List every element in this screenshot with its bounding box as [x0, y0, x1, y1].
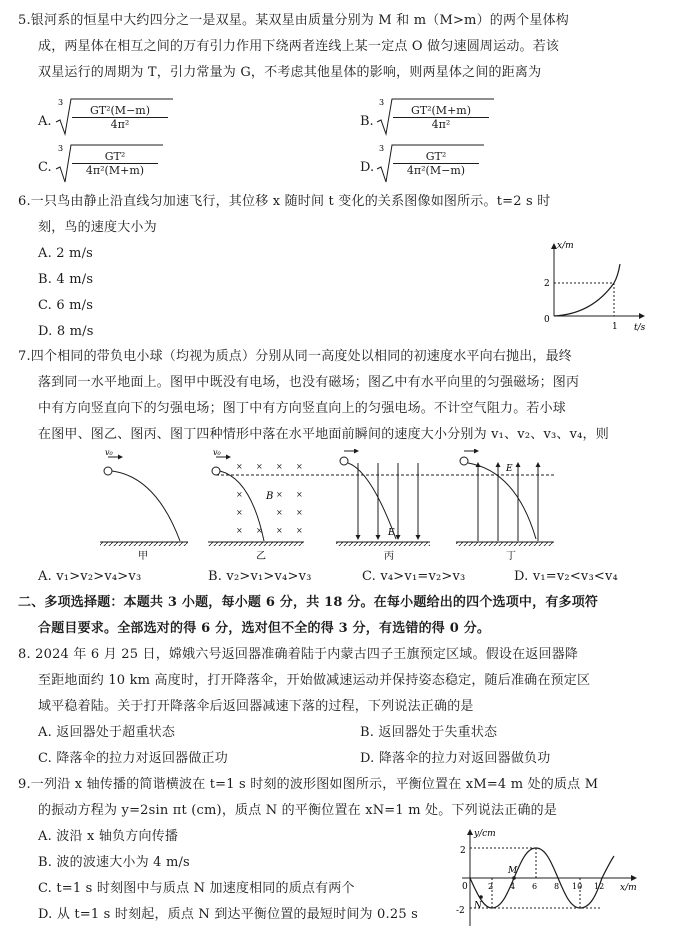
- q7-option-d[interactable]: D. v₁=v₂<v₃<v₄: [514, 569, 618, 584]
- svg-text:6: 6: [532, 882, 538, 891]
- label-M: M: [508, 866, 518, 876]
- q8-option-b[interactable]: B. 返回器处于失重状态: [360, 725, 498, 740]
- case-jia: [100, 449, 188, 562]
- svg-text:×: ×: [256, 462, 263, 471]
- svg-text:v₀: v₀: [213, 449, 221, 457]
- q5-c-denominator: 4π²(M+m): [85, 164, 145, 177]
- label-jia: 甲: [138, 551, 148, 562]
- q8-option-d[interactable]: D. 降落伞的拉力对返回器做负功: [360, 751, 551, 766]
- q7-four-cases-figure: [96, 449, 566, 565]
- svg-text:×: ×: [276, 526, 283, 535]
- q6-option-b[interactable]: B. 4 m/s: [38, 272, 94, 287]
- svg-text:×: ×: [236, 490, 243, 499]
- q9-line-1: 9.一列沿 x 轴传播的简谐横波在 t=1 s 时刻的波形图如图所示，平衡位置在 xM=4 m 处的质点 M: [18, 777, 599, 792]
- q8-line-1: 8. 2024 年 6 月 25 日，嫦娥六号返回器准确着陆于内蒙古四子王旗预定区域。假设在返回器降: [18, 647, 579, 662]
- case-ding: [456, 451, 554, 562]
- svg-text:3: 3: [58, 98, 64, 107]
- x-axis-label: x/m: [620, 883, 637, 893]
- q7-line-4: 在图甲、图乙、图丙、图丁四种情形中落在水平地面前瞬间的速度大小分别为 v₁、v₂、v₃、v₄，则: [38, 427, 609, 442]
- q9-line-2: 的振动方程为 y=2sin πt (cm)，质点 N 的平衡位置在 xN=1 m 处。下列说法正确的是: [38, 803, 558, 818]
- y-tick-2: 2: [460, 846, 466, 856]
- y-axis-label: x/m: [557, 241, 574, 251]
- electric-field-label-up: E: [506, 464, 513, 474]
- q7-line-2: 落到同一水平地面上。图甲中既没有电场，也没有磁场；图乙中有水平向里的匀强磁场；图丙: [38, 375, 580, 390]
- svg-text:×: ×: [256, 526, 263, 535]
- q7-option-a[interactable]: A. v₁>v₂>v₄>v₃: [38, 569, 142, 584]
- x-t-curve: [554, 264, 620, 316]
- case-bing: [336, 451, 430, 562]
- svg-text:×: ×: [276, 462, 283, 471]
- q7-line-3: 中有方向竖直向下的匀强电场；图丁中有方向竖直向上的匀强电场。不计空气阻力。若小球: [38, 401, 567, 416]
- q7-option-c[interactable]: C. v₄>v₁=v₂>v₃: [362, 569, 466, 584]
- origin-label: 0: [544, 315, 550, 325]
- q5-d-numerator: GT²: [393, 150, 479, 164]
- svg-text:3: 3: [379, 98, 385, 107]
- label-N: N: [474, 901, 482, 911]
- q7-line-1: 7.四个相同的带负电小球（均视为质点）分别从同一高度处以相同的初速度水平向右抛出，最终: [18, 349, 573, 364]
- q5-line-3: 双星运行的周期为 T，引力常量为 G，不考虑其他星体的影响，则两星体之间的距离为: [38, 65, 542, 80]
- q6-option-d[interactable]: D. 8 m/s: [38, 324, 94, 339]
- q5-line-2: 成，两星体在相互之间的万有引力作用下绕两者连线上某一定点 O 做匀速圆周运动。若该: [38, 39, 560, 54]
- q5-c-numerator: GT²: [72, 150, 158, 164]
- q9-wave-graph: [452, 826, 682, 930]
- q5-b-denominator: 4π²: [431, 118, 451, 131]
- svg-text:10: 10: [572, 882, 583, 891]
- svg-text:×: ×: [236, 526, 243, 535]
- point-N: [479, 895, 483, 899]
- svg-text:×: ×: [236, 462, 243, 471]
- point-M: [512, 876, 516, 880]
- q8-line-3: 域平稳着陆。关于打开降落伞后返回器减速下落的过程，下列说法正确的是: [38, 699, 474, 714]
- q9-option-b[interactable]: B. 波的波速大小为 4 m/s: [38, 855, 190, 870]
- origin-label: 0: [462, 882, 468, 892]
- electric-field-label-down: E: [388, 528, 395, 538]
- svg-text:×: ×: [296, 490, 303, 499]
- q5-d-denominator: 4π²(M−m): [406, 164, 466, 177]
- svg-text:3: 3: [58, 144, 64, 153]
- svg-text:×: ×: [296, 462, 303, 471]
- q9-option-d[interactable]: D. 从 t=1 s 时刻起，质点 N 到达平衡位置的最短时间为 0.25 s: [38, 907, 419, 922]
- x-tick-1: 1: [612, 322, 618, 332]
- q6-option-c[interactable]: C. 6 m/s: [38, 298, 94, 313]
- label-yi: 乙: [256, 551, 266, 562]
- svg-text:2: 2: [488, 882, 494, 891]
- svg-text:v₀: v₀: [105, 449, 113, 457]
- svg-text:×: ×: [296, 526, 303, 535]
- label-bing: 丙: [384, 551, 394, 562]
- q5-a-denominator: 4π²: [110, 118, 130, 131]
- q9-option-a[interactable]: A. 波沿 x 轴负方向传播: [38, 829, 179, 844]
- magnetic-field-label: B: [266, 491, 274, 502]
- q8-option-a[interactable]: A. 返回器处于超重状态: [38, 725, 176, 740]
- y-tick-2: 2: [544, 279, 550, 289]
- q5-a-numerator: GT²(M−m): [72, 104, 168, 118]
- q7-option-b[interactable]: B. v₂>v₁>v₄>v₃: [208, 569, 312, 584]
- x-axis-label: t/s: [634, 323, 646, 333]
- svg-text:8: 8: [554, 882, 560, 891]
- section-2-heading: 二、多项选择题：本题共 3 小题，每小题 6 分，共 18 分。在每小题给出的四个选项中，有多项符: [18, 595, 599, 610]
- svg-text:×: ×: [276, 508, 283, 517]
- svg-text:12: 12: [594, 882, 605, 891]
- svg-text:×: ×: [236, 508, 243, 517]
- q5-b-numerator: GT²(M+m): [393, 104, 489, 118]
- svg-text:×: ×: [276, 490, 283, 499]
- label-ding: 丁: [506, 551, 516, 562]
- q6-line-1: 6.一只鸟由静止沿直线匀加速飞行，其位移 x 随时间 t 变化的关系图像如图所示。t=2 s 时: [18, 194, 551, 209]
- y-axis-label: y/cm: [474, 829, 496, 839]
- q5-line-1: 5.银河系的恒星中大约四分之一是双星。某双星由质量分别为 M 和 m（M>m）的两个星体构: [18, 13, 569, 28]
- q6-option-a[interactable]: A. 2 m/s: [38, 246, 94, 261]
- svg-text:4: 4: [510, 882, 516, 891]
- q9-option-c[interactable]: C. t=1 s 时刻图中与质点 N 加速度相同的质点有两个: [38, 881, 355, 896]
- q8-option-c[interactable]: C. 降落伞的拉力对返回器做正功: [38, 751, 228, 766]
- q6-displacement-time-graph: [532, 238, 652, 338]
- q6-line-2: 刻，鸟的速度大小为: [38, 220, 157, 235]
- y-tick-neg2: -2: [456, 906, 465, 916]
- svg-text:3: 3: [379, 144, 385, 153]
- svg-text:×: ×: [296, 508, 303, 517]
- section-2-instructions: 合题目要求。全部选对的得 6 分，选对但不全的得 3 分，有选错的得 0 分。: [38, 621, 491, 636]
- q8-line-2: 至距地面约 10 km 高度时，打开降落伞，开始做减速运动并保持姿态稳定，随后准确在预定区: [38, 673, 591, 688]
